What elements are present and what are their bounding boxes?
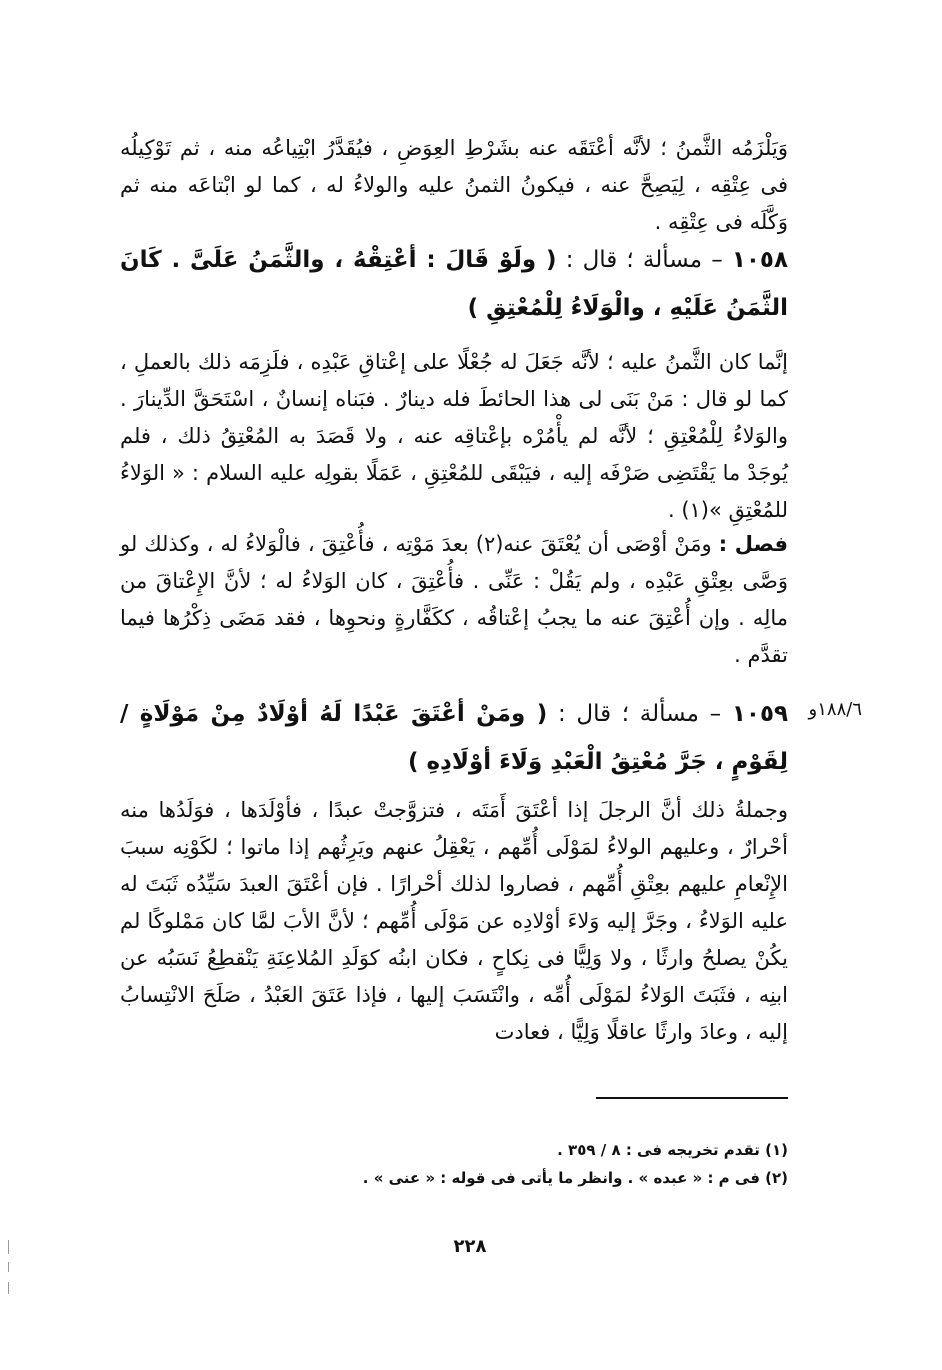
issue-intro: – مسألة ؛ قال : <box>557 701 722 727</box>
footnotes <box>362 1136 788 1192</box>
paragraph-opening: وَيَلْزَمُه الثَّمنُ ؛ لأنَّه أعْتَقَه عنه بشَرْطِ العِوَضِ ، فيُقَدَّرُ ابْتِياعُه منه ، ثم تَوْكِيلُه فى عِتْقِه ، لِيَصِحَّ عنه ، فيكونُ الثمنُ عليه والولاءُ له ، كما لو ابْتاعَه منه ثم وَكَّلَه فى عِتْقِه . <box>120 136 788 234</box>
issue-intro: – مسألة ؛ قال : <box>565 247 723 273</box>
issue-number: ١٠٥٨ <box>731 247 789 273</box>
footnote-divider <box>596 1097 788 1099</box>
scan-edge-mark <box>8 1282 9 1294</box>
paragraph-explanation-1059: وجملةُ ذلك أنَّ الرجلَ إذا أعْتَقَ أَمَتَه ، فتزوَّجتْ عبدًا ، فأوْلَدَها ، فوَلَدُها منه أحْرارٌ ، وعليهم الولاءُ لمَوْلَى أُمِّهم ، يَعْقِلُ عنهم ويَرِثُهم إذا ماتوا ؛ لكَوْنِه سببَ الإِنْعامِ عليهم بعِتْقِ أُمِّهم ، فصاروا لذلك أحْرارًا . فإن أعْتَقَ العبدَ سَيِّدُه ثَبَتَ له عليه الوَلاءُ ، وجَرَّ إليه وَلاءَ أوْلادِه عن مَوْلَى أُمِّهم ؛ لأنَّ الأبَ لمَّا كان مَمْلوكًا لم يكُنْ يصلحُ وارثًا ، ولا وَلِيًّا فى نِكاحٍ ، فكان ابنُه كوَلَدِ المُلاعِنَةِ يَنْقطِعُ نَسَبُه عن ابنِه ، فثَبَتَ الوَلاءُ لمَوْلَى أُمِّه ، وانْتَسَبَ إليها ، فإذا عَتَقَ العَبْدُ ، صَلَحَ الانْتِسابُ إليه ، وعادَ وارثًا عاقلًا وَلِيًّا ، فعادت <box>120 798 788 1044</box>
paragraph-fasl <box>120 526 788 674</box>
issue-text: ( ومَنْ أعْتَقَ عَبْدًا لَهُ أوْلَادٌ مِنْ مَوْلَاةٍ / لِقَوْمٍ ، جَرَّ مُعْتِقُ الْعَبْدِ وَلَاءَ أوْلَادِهِ ) <box>120 701 788 775</box>
footnote-2: (٢) فى م : « عبده » . وانظر ما يأتى فى قوله : « عنى » . <box>362 1169 788 1187</box>
page-number: ٢٢٨ <box>453 1236 487 1257</box>
issue-number: ١٠٥٩ <box>731 701 789 727</box>
paragraph-explanation-1058: إنَّما كان الثَّمنُ عليه ؛ لأنَّه جَعَلَ له جُعْلًا على إعْتاقِ عَبْدِه ، فلَزِمَه ذلك بالعملِ ، كما لو قال : مَنْ بَنَى لى هذا الحائطَ فله دينارٌ . فبَناه إنسانٌ ، اسْتَحَقَّ الدِّينارَ . والوَلاءُ لِلْمُعْتِقِ ؛ لأنَّه لم يأْمُرْه بإعْتاقِه عنه ، ولا قَصَدَ به المُعْتِقُ ذلك ، فلم يُوجَدْ ما يَقْتَضِى صَرْفَه إليه ، فيَبْقَى للمُعْتِقِ ، عَمَلًا بقولِه عليه السلام : « الوَلاءُ للمُعْتِقِ »(١) . <box>120 350 788 522</box>
issue-text: ( ولَوْ قَالَ : أعْتِقْهُ ، والثَّمَنُ عَلَىَّ . كَانَ الثَّمَنُ عَلَيْهِ ، والْوَلَاءُ لِلْمُعْتِقِ ) <box>120 247 788 321</box>
scan-edge-mark <box>8 1262 9 1272</box>
footnote-1: (١) تقدم تخريجه فى : ٨ / ٣٥٩ . <box>557 1141 788 1159</box>
scan-edge-mark <box>8 1240 9 1254</box>
issue-1059-heading <box>120 690 788 786</box>
fasl-text: ومَنْ أوْصَى أن يُعْتَقَ عنه(٢) بعدَ مَوْتِه ، فأُعْتِقَ ، فالْوَلاءُ له ، وكذلك لو وَصَّى بعِتْقِ عَبْدِه ، ولم يَقُلْ : عَنِّى . فأُعْتِقَ ، كان الوَلاءُ له ؛ لأنَّ الإِعْتاقَ من مالِه . وإن أُعْتِقَ عنه ما يجبُ إعْتاقُه ، ككَفَّارةٍ ونحوِها ، فقد مَضَى ذِكْرُها فيما تقدَّم . <box>120 532 788 667</box>
fasl-label: فصل : <box>718 532 788 556</box>
margin-folio-note: ١٨٨/٦و <box>808 699 862 720</box>
issue-1058-heading <box>120 236 788 332</box>
